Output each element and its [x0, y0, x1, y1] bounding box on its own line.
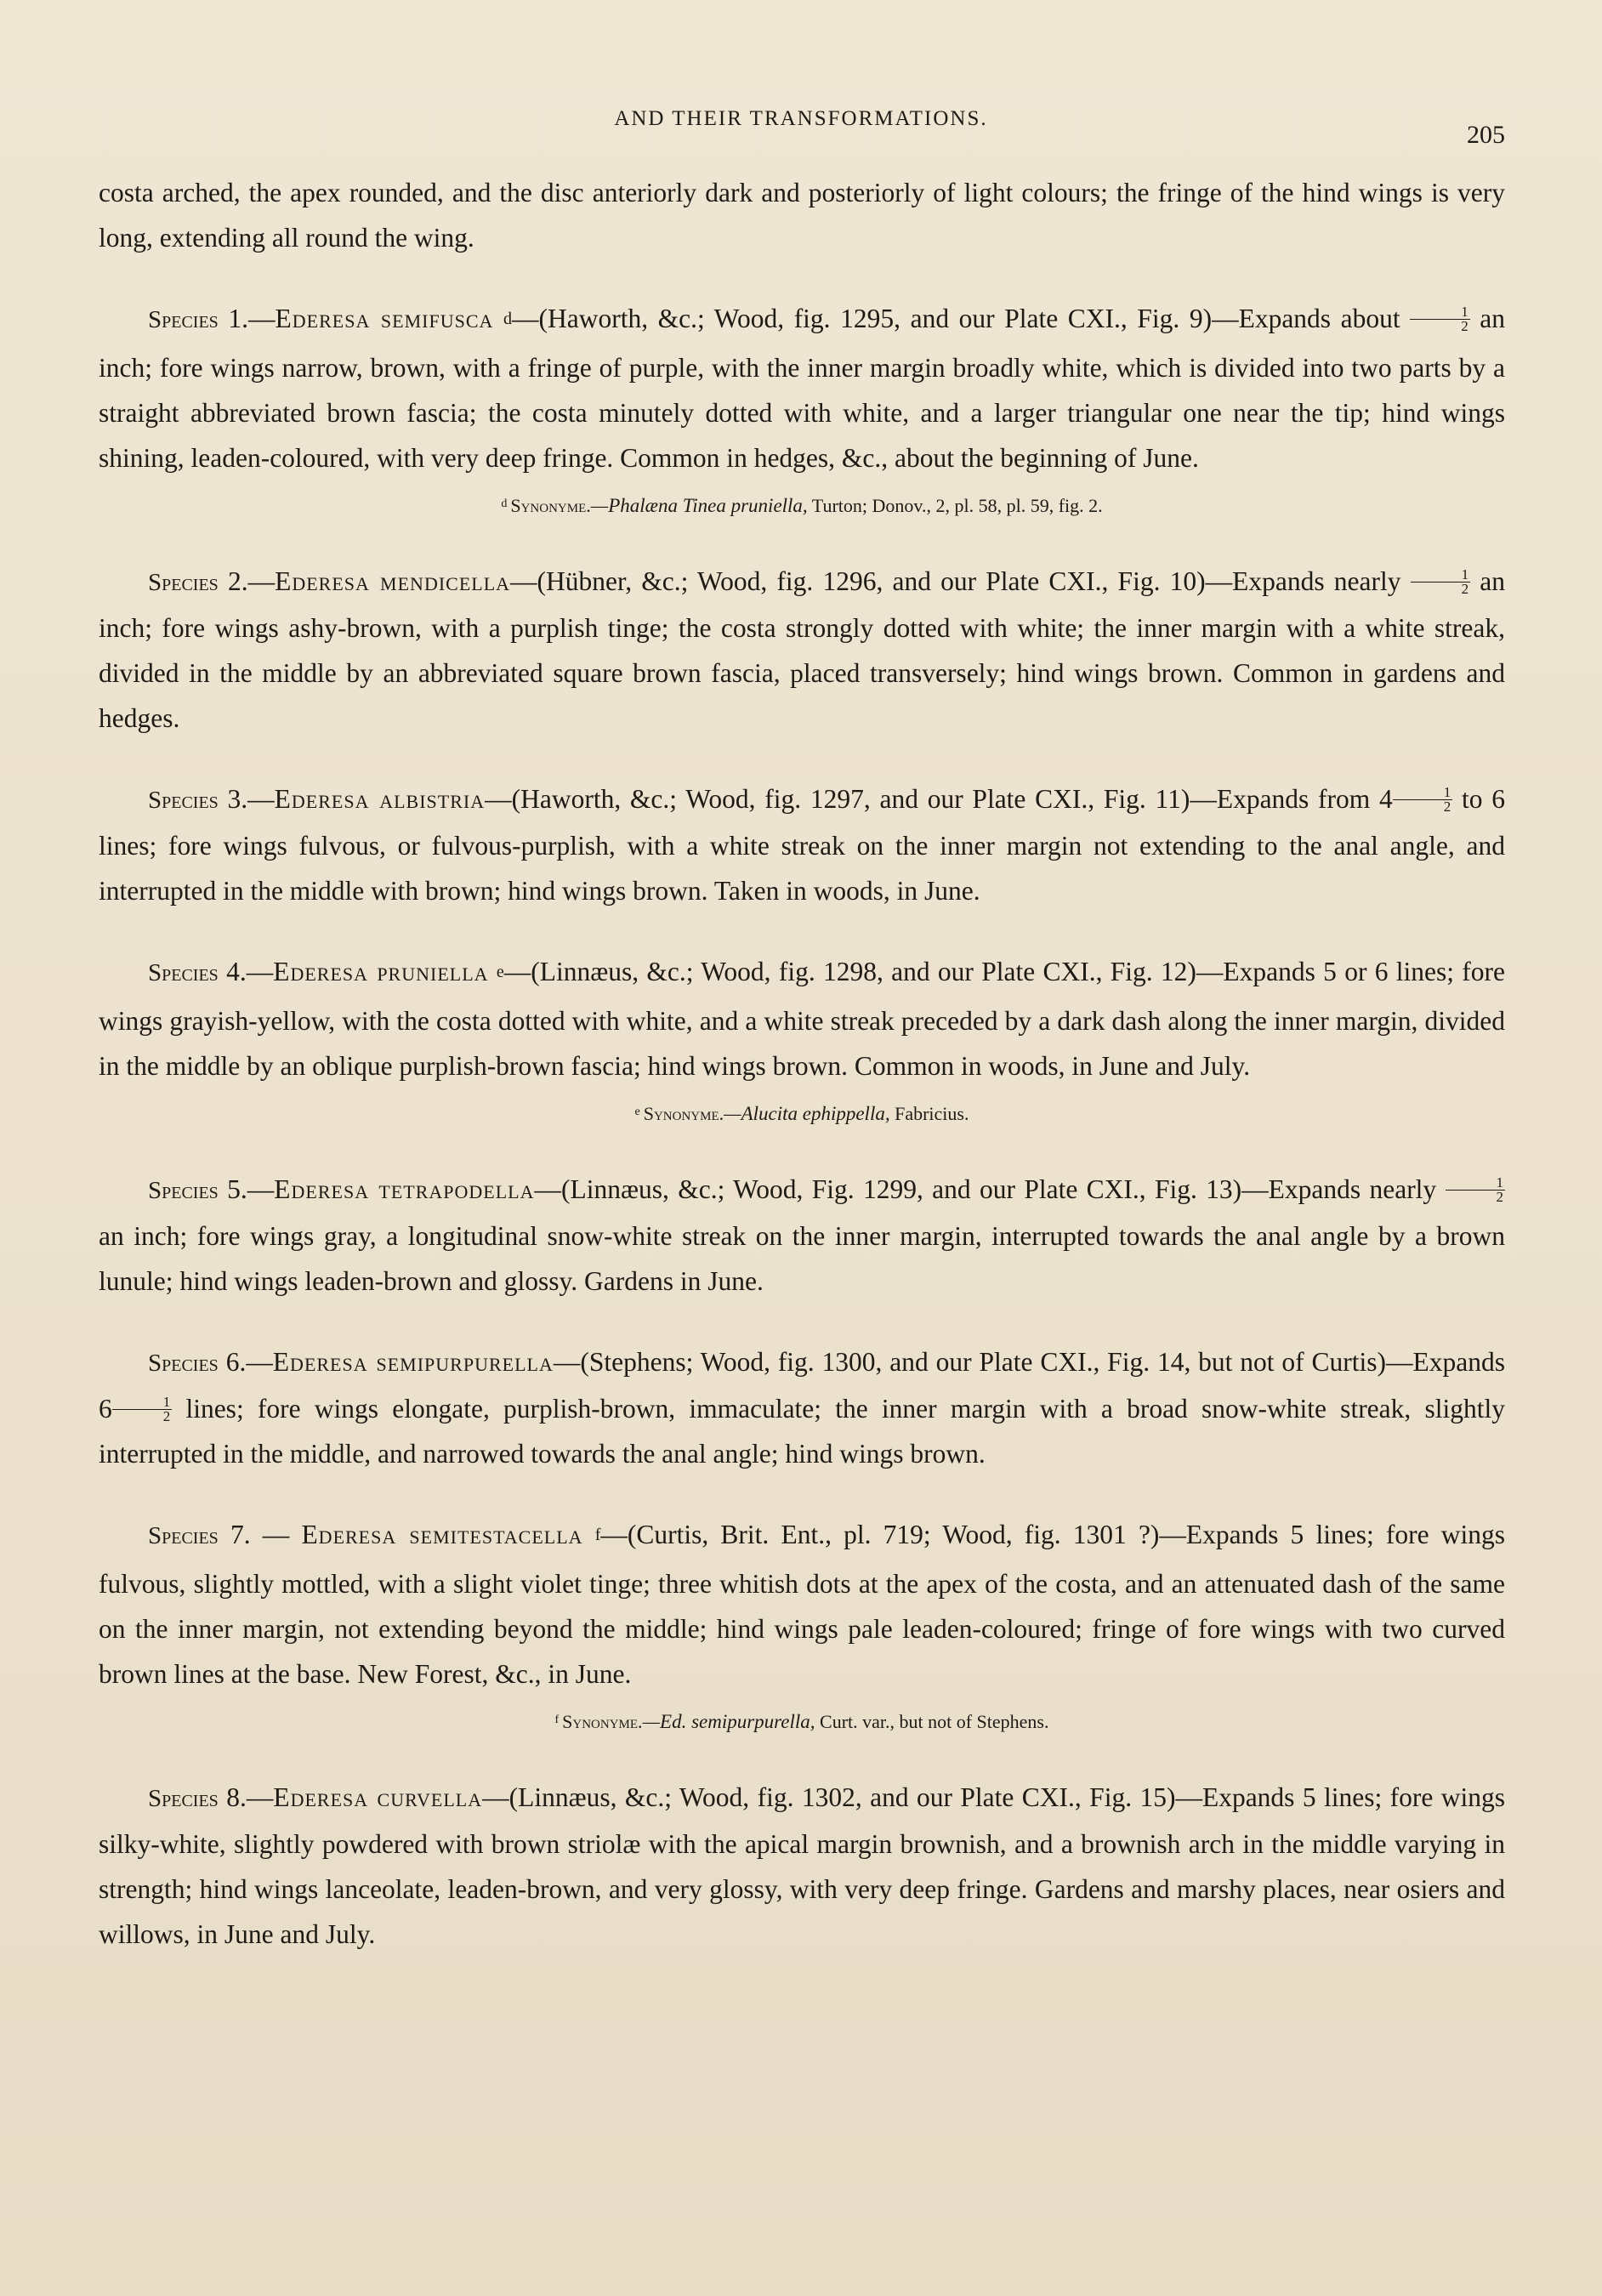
species-name: Ederesa curvella: [273, 1782, 483, 1812]
species-text-b: an inch; fore wings gray, a longitudinal snow-white streak on the inner margin, interrupted towards the anal angle by a brown lunule; hind wings leaden-brown and glossy. Gardens in June.: [99, 1221, 1505, 1296]
species-label: Species: [148, 1350, 219, 1377]
species-text-a: —(Curtis, Brit. Ent., pl. 719; Wood, fig. 1301 ?)—Expands 5 lines; fore wings fulvous, slightly mottled, with a slight violet tinge; three whitish dots at the apex of the costa, and an attenuated dash of the same on the inner margin, not extending beyond the middle; hind wings pale leaden-coloured; fringe of fore wings with two curved brown lines at the base. New Forest, &c., in June.: [99, 1520, 1506, 1689]
fraction: $\frac{1}{2}$: [1411, 568, 1471, 596]
footnote-ref: f: [594, 1526, 601, 1544]
mixed-number: 4: [1379, 784, 1393, 814]
species-entry: [99, 776, 1505, 913]
footnote: $^f$ Synonyme.—Ed. semipurpurella, Curt. var., but not of Stephens.: [554, 1711, 1049, 1732]
species-text-a: —(Linnæus, &c.; Wood, fig. 1298, and our Plate CXI., Fig. 12)—Expands 5 or 6 lines; fore wings grayish-yellow, with the costa dotted with white, and a white streak preceded by a dark dash along the inner margin, divided in the middle by an oblique purplish-brown fascia; hind wings brown. Common in woods, in June and July.: [99, 957, 1506, 1081]
mixed-number: 6: [99, 1394, 112, 1424]
species-name: Ederesa albistria: [274, 784, 486, 814]
species-name: Ederesa semifusca: [275, 304, 494, 333]
footnote: $^e$ Synonyme.—Alucita ephippella, Fabricius.: [634, 1103, 969, 1124]
species-number: 4.—: [226, 957, 274, 986]
species-label: Species: [148, 1785, 219, 1812]
intro-paragraph: costa arched, the apex rounded, and the disc anteriorly dark and posteriorly of light colours; the fringe of the hind wings is very long, extending all round the wing.: [99, 178, 1505, 253]
species-number: 5.—: [227, 1174, 275, 1204]
species-text-a: —(Haworth, &c.; Wood, fig. 1295, and our Plate CXI., Fig. 9)—Expands about: [512, 304, 1411, 333]
fraction: $\frac{1}{2}$: [1410, 305, 1470, 333]
species-name: Ederesa semipurpurella: [272, 1347, 554, 1377]
species-text-b: an inch; fore wings ashy-brown, with a purplish tinge; the costa strongly dotted with white; the inner margin with a white streak, divided in the middle by an abbreviated square brown fascia, placed transversely; hind wings brown. Common in gardens and hedges.: [99, 566, 1505, 733]
species-number: 8.—: [226, 1782, 274, 1812]
species-name: Ederesa mendicella: [275, 566, 511, 596]
species-label: Species: [148, 787, 219, 814]
fraction: $\frac{1}{2}$: [112, 1395, 173, 1424]
species-number: 1.—: [228, 304, 276, 333]
species-label: Species: [148, 306, 219, 333]
footnote-ref: d: [503, 310, 512, 328]
species-text-a: —(Linnæus, &c.; Wood, Fig. 1299, and our Plate CXI., Fig. 13)—Expands nearly: [534, 1174, 1446, 1204]
species-text-a: —(Linnæus, &c.; Wood, fig. 1302, and our Plate CXI., Fig. 15)—Expands 5 lines; fore wings silky-white, slightly powdered with brown striolæ with the apical margin brownish, and a brownish arch in the middle varying in strength; hind wings lanceolate, leaden-brown, and very glossy, with very deep fringe. Gardens and marshy places, near osiers and willows, in June and July.: [99, 1782, 1506, 1949]
species-entry: [99, 1339, 1505, 1476]
fraction: $\frac{1}{2}$: [1393, 786, 1453, 814]
species-number: 2.—: [227, 566, 276, 596]
fraction: $\frac{1}{2}$: [1446, 1176, 1506, 1204]
species-text-a: —(Stephens; Wood, fig. 1300, and our Plate CXI., Fig. 14, but not of Curtis)—Expands: [553, 1347, 1505, 1377]
species-entry: [99, 949, 1505, 1088]
species-text-b: an inch; fore wings narrow, brown, with a fringe of purple, with the inner margin broadly white, which is divided into two parts by a straight abbreviated brown fascia; the costa minutely dotted with white, and a larger triangular one near the tip; hind wings shining, leaden-coloured, with very deep fringe. Common in hedges, &c., about the beginning of June.: [99, 304, 1506, 473]
species-name: Ederesa semitestacella: [301, 1520, 583, 1549]
species-name: Ederesa tetrapodella: [274, 1174, 535, 1204]
species-text-a: —(Hübner, &c.; Wood, fig. 1296, and our Plate CXI., Fig. 10)—Expands nearly: [510, 566, 1411, 596]
footnote: $^d$ Synonyme.—Phalæna Tinea pruniella, Turton; Donov., 2, pl. 58, pl. 59, fig. 2.: [501, 495, 1103, 516]
page-number: 205: [1467, 121, 1505, 149]
species-text-a: —(Haworth, &c.; Wood, fig. 1297, and our Plate CXI., Fig. 11)—Expands from: [485, 784, 1380, 814]
species-entry: [99, 1775, 1505, 1957]
species-name: Ederesa pruniella: [273, 957, 489, 986]
species-text-b: to 6 lines; fore wings fulvous, or fulvous-purplish, with a white streak on the inner margin not extending to the anal angle, and interrupted in the middle with brown; hind wings brown. Taken in woods, in June.: [99, 784, 1505, 906]
species-entry: [99, 1167, 1505, 1304]
species-label: Species: [148, 959, 219, 986]
species-entry: [99, 1512, 1505, 1696]
running-title: AND THEIR TRANSFORMATIONS.: [614, 107, 988, 130]
species-entry: [99, 559, 1505, 741]
footnote-ref: e: [496, 963, 504, 981]
species-entry: [99, 296, 1505, 480]
species-label: Species: [148, 1522, 219, 1549]
body-text: [99, 170, 1505, 1957]
species-number: 7. —: [230, 1520, 302, 1549]
species-text-b: lines; fore wings elongate, purplish-brown, immaculate; the inner margin with a broad snow-white streak, slightly interrupted in the middle, and narrowed towards the anal angle; hind wings brown.: [99, 1394, 1505, 1469]
species-label: Species: [148, 1177, 219, 1204]
species-number: 6.—: [225, 1347, 273, 1377]
species-number: 3.—: [227, 784, 275, 814]
species-label: Species: [148, 569, 219, 596]
